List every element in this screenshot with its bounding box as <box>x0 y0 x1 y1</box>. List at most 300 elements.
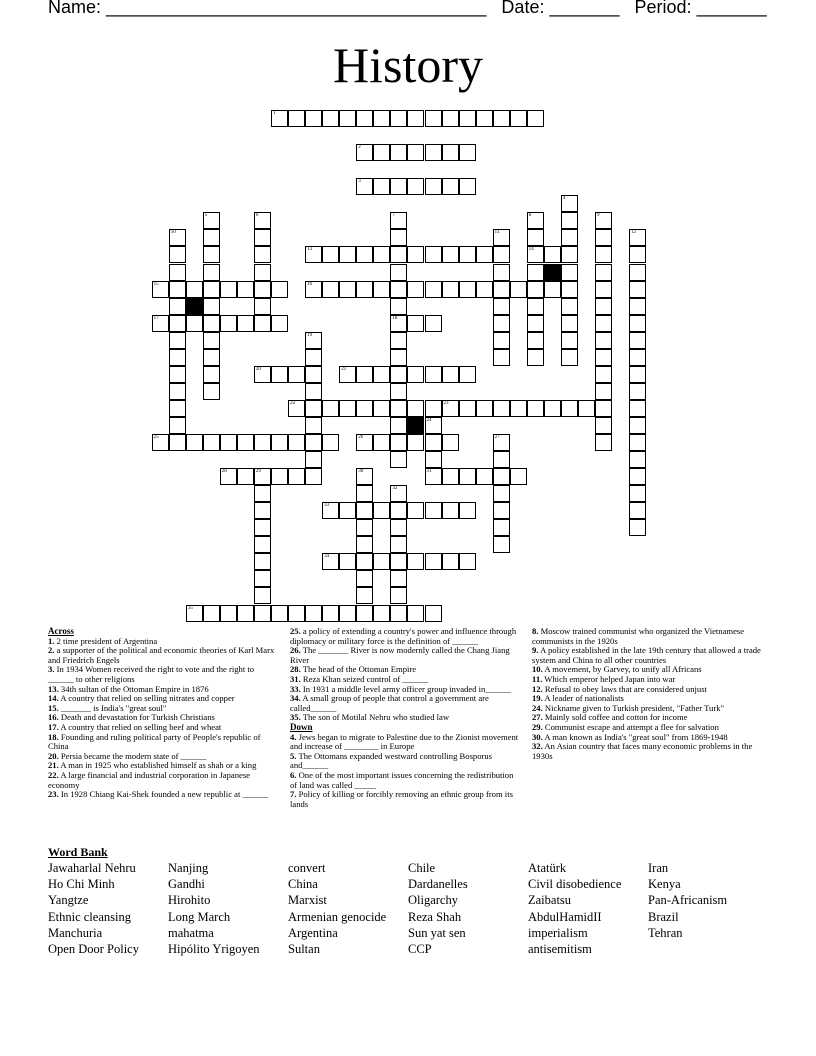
grid-cell[interactable] <box>459 502 476 519</box>
grid-cell[interactable] <box>356 536 373 553</box>
grid-cell[interactable] <box>407 502 424 519</box>
grid-cell[interactable] <box>510 110 527 127</box>
grid-cell[interactable] <box>527 315 544 332</box>
grid-cell[interactable] <box>203 315 220 332</box>
grid-cell[interactable] <box>595 298 612 315</box>
grid-cell[interactable] <box>459 281 476 298</box>
grid-cell[interactable] <box>595 417 612 434</box>
grid-cell[interactable] <box>254 229 271 246</box>
grid-cell[interactable] <box>271 315 288 332</box>
grid-cell[interactable] <box>561 281 578 298</box>
grid-cell[interactable] <box>459 110 476 127</box>
grid-cell[interactable] <box>629 366 646 383</box>
grid-cell[interactable] <box>595 281 612 298</box>
grid-cell[interactable] <box>203 298 220 315</box>
grid-cell[interactable] <box>356 400 373 417</box>
grid-cell[interactable] <box>203 332 220 349</box>
grid-cell[interactable] <box>220 281 237 298</box>
grid-cell[interactable] <box>254 264 271 281</box>
grid-cell[interactable] <box>390 400 407 417</box>
grid-cell[interactable] <box>373 502 390 519</box>
grid-cell[interactable] <box>339 110 356 127</box>
grid-cell[interactable] <box>544 400 561 417</box>
grid-cell[interactable] <box>356 110 373 127</box>
grid-cell[interactable] <box>356 605 373 622</box>
grid-cell[interactable] <box>493 485 510 502</box>
clue-number: 30. <box>532 731 543 742</box>
grid-cell[interactable] <box>339 400 356 417</box>
grid-cell[interactable] <box>356 587 373 604</box>
grid-cell[interactable] <box>425 553 442 570</box>
grid-cell[interactable] <box>493 519 510 536</box>
grid-cell[interactable] <box>527 246 544 263</box>
grid-cell[interactable] <box>390 502 407 519</box>
grid-cell[interactable] <box>390 485 407 502</box>
grid-cell[interactable] <box>305 451 322 468</box>
grid-cell[interactable] <box>186 281 203 298</box>
grid-cell[interactable] <box>629 451 646 468</box>
grid-cell[interactable] <box>305 281 322 298</box>
grid-cell[interactable] <box>390 315 407 332</box>
grid-cell[interactable] <box>527 281 544 298</box>
grid-cell[interactable] <box>152 434 169 451</box>
grid-cell[interactable] <box>629 502 646 519</box>
grid-cell[interactable] <box>493 229 510 246</box>
grid-cell[interactable] <box>390 212 407 229</box>
grid-cell[interactable] <box>459 468 476 485</box>
grid-cell[interactable] <box>288 434 305 451</box>
grid-cell[interactable] <box>544 281 561 298</box>
grid-cell[interactable] <box>373 605 390 622</box>
grid-cell[interactable] <box>169 281 186 298</box>
grid-cell[interactable] <box>390 349 407 366</box>
grid-cell[interactable] <box>288 605 305 622</box>
grid-cell[interactable] <box>493 349 510 366</box>
grid-cell[interactable] <box>203 383 220 400</box>
grid-cell[interactable] <box>595 332 612 349</box>
grid-cell[interactable] <box>629 298 646 315</box>
grid-cell[interactable] <box>203 264 220 281</box>
grid-cell[interactable] <box>595 229 612 246</box>
grid-cell[interactable] <box>561 212 578 229</box>
grid-cell[interactable] <box>629 434 646 451</box>
grid-cell[interactable] <box>356 468 373 485</box>
grid-cell[interactable] <box>561 195 578 212</box>
grid-cell[interactable] <box>595 383 612 400</box>
grid-cell[interactable] <box>442 400 459 417</box>
grid-cell[interactable] <box>356 281 373 298</box>
grid-cell[interactable] <box>390 383 407 400</box>
grid-cell[interactable] <box>390 332 407 349</box>
grid-cell[interactable] <box>254 315 271 332</box>
grid-cell[interactable] <box>561 246 578 263</box>
grid-cell[interactable] <box>493 264 510 281</box>
grid-cell[interactable] <box>169 298 186 315</box>
grid-cell[interactable] <box>527 332 544 349</box>
grid-cell[interactable] <box>254 212 271 229</box>
grid-cell[interactable] <box>390 110 407 127</box>
grid-cell[interactable] <box>493 110 510 127</box>
grid-cell[interactable] <box>169 229 186 246</box>
grid-cell[interactable] <box>493 281 510 298</box>
grid-cell[interactable] <box>305 605 322 622</box>
grid-cell[interactable] <box>476 246 493 263</box>
grid-cell[interactable] <box>237 315 254 332</box>
grid-cell[interactable] <box>459 144 476 161</box>
clue-number: 4 <box>562 196 566 202</box>
grid-cell[interactable] <box>254 434 271 451</box>
grid-cell[interactable] <box>186 434 203 451</box>
grid-cell[interactable] <box>322 502 339 519</box>
grid-cell[interactable] <box>390 570 407 587</box>
grid-cell[interactable] <box>442 178 459 195</box>
black-square <box>544 264 561 281</box>
grid-cell[interactable] <box>169 264 186 281</box>
grid-cell[interactable] <box>629 349 646 366</box>
grid-cell[interactable] <box>390 264 407 281</box>
grid-cell[interactable] <box>442 468 459 485</box>
word-bank-word: Zaibatsu <box>528 893 572 908</box>
grid-cell[interactable] <box>476 281 493 298</box>
grid-cell[interactable] <box>322 400 339 417</box>
grid-cell[interactable] <box>373 553 390 570</box>
grid-cell[interactable] <box>390 605 407 622</box>
grid-cell[interactable] <box>390 298 407 315</box>
grid-cell[interactable] <box>220 468 237 485</box>
grid-cell[interactable] <box>203 229 220 246</box>
grid-cell[interactable] <box>373 178 390 195</box>
grid-cell[interactable] <box>510 400 527 417</box>
grid-cell[interactable] <box>373 246 390 263</box>
grid-cell[interactable] <box>407 281 424 298</box>
grid-cell[interactable] <box>390 246 407 263</box>
grid-cell[interactable] <box>459 178 476 195</box>
grid-cell[interactable] <box>203 281 220 298</box>
grid-cell[interactable] <box>527 349 544 366</box>
clue-text: 2 time president of Argentina <box>54 635 158 646</box>
grid-cell[interactable] <box>254 366 271 383</box>
grid-cell[interactable] <box>288 366 305 383</box>
grid-cell[interactable] <box>271 366 288 383</box>
word-bank-word: Atatürk <box>528 861 567 875</box>
grid-cell[interactable] <box>305 246 322 263</box>
grid-cell[interactable] <box>356 434 373 451</box>
grid-cell[interactable] <box>442 246 459 263</box>
grid-cell[interactable] <box>425 468 442 485</box>
grid-cell[interactable] <box>407 434 424 451</box>
grid-cell[interactable] <box>493 400 510 417</box>
grid-cell[interactable] <box>390 536 407 553</box>
grid-cell[interactable] <box>595 264 612 281</box>
grid-cell[interactable] <box>442 502 459 519</box>
grid-cell[interactable] <box>186 315 203 332</box>
grid-cell[interactable] <box>339 281 356 298</box>
grid-cell[interactable] <box>305 468 322 485</box>
grid-cell[interactable] <box>186 605 203 622</box>
grid-cell[interactable] <box>476 468 493 485</box>
grid-cell[interactable] <box>254 605 271 622</box>
grid-cell[interactable] <box>271 468 288 485</box>
grid-cell[interactable] <box>322 605 339 622</box>
grid-cell[interactable] <box>407 110 424 127</box>
grid-cell[interactable] <box>407 553 424 570</box>
grid-cell[interactable] <box>527 110 544 127</box>
grid-cell[interactable] <box>629 264 646 281</box>
grid-cell[interactable] <box>322 553 339 570</box>
grid-cell[interactable] <box>271 434 288 451</box>
grid-cell[interactable] <box>169 417 186 434</box>
clue-number: 10 <box>170 230 176 236</box>
grid-cell[interactable] <box>493 332 510 349</box>
grid-cell[interactable] <box>305 332 322 349</box>
grid-cell[interactable] <box>237 468 254 485</box>
grid-cell[interactable] <box>305 383 322 400</box>
grid-cell[interactable] <box>442 434 459 451</box>
grid-cell[interactable] <box>390 553 407 570</box>
grid-cell[interactable] <box>152 281 169 298</box>
grid-cell[interactable] <box>629 485 646 502</box>
grid-cell[interactable] <box>254 281 271 298</box>
grid-cell[interactable] <box>629 281 646 298</box>
grid-cell[interactable] <box>629 417 646 434</box>
grid-cell[interactable] <box>595 349 612 366</box>
grid-cell[interactable] <box>425 144 442 161</box>
grid-cell[interactable] <box>322 434 339 451</box>
grid-cell[interactable] <box>595 366 612 383</box>
grid-cell[interactable] <box>390 434 407 451</box>
grid-cell[interactable] <box>442 110 459 127</box>
grid-cell[interactable] <box>305 110 322 127</box>
grid-cell[interactable] <box>305 434 322 451</box>
grid-cell[interactable] <box>459 366 476 383</box>
grid-cell[interactable] <box>595 315 612 332</box>
grid-cell[interactable] <box>425 605 442 622</box>
grid-cell[interactable] <box>442 144 459 161</box>
grid-cell[interactable] <box>390 281 407 298</box>
grid-cell[interactable] <box>561 229 578 246</box>
grid-cell[interactable] <box>169 332 186 349</box>
grid-cell[interactable] <box>407 605 424 622</box>
grid-cell[interactable] <box>425 417 442 434</box>
grid-cell[interactable] <box>220 434 237 451</box>
grid-cell[interactable] <box>493 298 510 315</box>
grid-cell[interactable] <box>407 178 424 195</box>
grid-cell[interactable] <box>407 366 424 383</box>
grid-cell[interactable] <box>527 400 544 417</box>
grid-cell[interactable] <box>425 315 442 332</box>
grid-cell[interactable] <box>442 553 459 570</box>
grid-cell[interactable] <box>390 451 407 468</box>
grid-cell[interactable] <box>390 366 407 383</box>
grid-cell[interactable] <box>595 434 612 451</box>
grid-cell[interactable] <box>339 366 356 383</box>
grid-cell[interactable] <box>288 400 305 417</box>
grid-cell[interactable] <box>237 434 254 451</box>
grid-cell[interactable] <box>390 144 407 161</box>
grid-cell[interactable] <box>373 434 390 451</box>
grid-cell[interactable] <box>169 246 186 263</box>
grid-cell[interactable] <box>356 485 373 502</box>
grid-cell[interactable] <box>288 110 305 127</box>
grid-cell[interactable] <box>561 264 578 281</box>
grid-cell[interactable] <box>476 110 493 127</box>
grid-cell[interactable] <box>169 434 186 451</box>
grid-cell[interactable] <box>493 451 510 468</box>
grid-cell[interactable] <box>425 110 442 127</box>
grid-cell[interactable] <box>339 605 356 622</box>
grid-cell[interactable] <box>203 246 220 263</box>
grid-cell[interactable] <box>425 502 442 519</box>
grid-cell[interactable] <box>356 570 373 587</box>
grid-cell[interactable] <box>425 178 442 195</box>
grid-cell[interactable] <box>305 349 322 366</box>
grid-cell[interactable] <box>220 605 237 622</box>
grid-cell[interactable] <box>527 212 544 229</box>
grid-cell[interactable] <box>595 212 612 229</box>
grid-cell[interactable] <box>527 229 544 246</box>
grid-cell[interactable] <box>629 519 646 536</box>
grid-cell[interactable] <box>390 229 407 246</box>
grid-cell[interactable] <box>271 605 288 622</box>
grid-cell[interactable] <box>254 298 271 315</box>
grid-cell[interactable] <box>254 485 271 502</box>
grid-cell[interactable] <box>407 315 424 332</box>
grid-cell[interactable] <box>322 281 339 298</box>
down-clue <box>532 742 764 761</box>
grid-cell[interactable] <box>203 605 220 622</box>
grid-cell[interactable] <box>459 553 476 570</box>
grid-cell[interactable] <box>493 246 510 263</box>
grid-cell[interactable] <box>629 468 646 485</box>
grid-cell[interactable] <box>390 587 407 604</box>
grid-cell[interactable] <box>254 246 271 263</box>
grid-cell[interactable] <box>373 366 390 383</box>
grid-cell[interactable] <box>271 110 288 127</box>
grid-cell[interactable] <box>339 246 356 263</box>
grid-cell[interactable] <box>254 553 271 570</box>
grid-cell[interactable] <box>629 332 646 349</box>
grid-cell[interactable] <box>561 349 578 366</box>
grid-cell[interactable] <box>578 400 595 417</box>
grid-cell[interactable] <box>339 553 356 570</box>
grid-cell[interactable] <box>493 536 510 553</box>
grid-cell[interactable] <box>373 400 390 417</box>
grid-cell[interactable] <box>237 605 254 622</box>
grid-cell[interactable] <box>561 332 578 349</box>
grid-cell[interactable] <box>152 315 169 332</box>
grid-cell[interactable] <box>254 502 271 519</box>
grid-cell[interactable] <box>425 400 442 417</box>
grid-cell[interactable] <box>237 281 254 298</box>
grid-cell[interactable] <box>203 434 220 451</box>
grid-cell[interactable] <box>629 315 646 332</box>
grid-cell[interactable] <box>169 400 186 417</box>
grid-cell[interactable] <box>544 246 561 263</box>
grid-cell[interactable] <box>629 229 646 246</box>
grid-cell[interactable] <box>407 400 424 417</box>
grid-cell[interactable] <box>442 366 459 383</box>
grid-cell[interactable] <box>322 110 339 127</box>
grid-cell[interactable] <box>510 281 527 298</box>
grid-cell[interactable] <box>203 366 220 383</box>
grid-cell[interactable] <box>339 502 356 519</box>
grid-cell[interactable] <box>169 315 186 332</box>
grid-cell[interactable] <box>407 246 424 263</box>
grid-cell[interactable] <box>169 383 186 400</box>
grid-cell[interactable] <box>476 400 493 417</box>
grid-cell[interactable] <box>254 570 271 587</box>
grid-cell[interactable] <box>595 400 612 417</box>
grid-cell[interactable] <box>629 400 646 417</box>
grid-cell[interactable] <box>407 144 424 161</box>
grid-cell[interactable] <box>561 315 578 332</box>
grid-cell[interactable] <box>493 468 510 485</box>
clue-number: 12. <box>532 683 543 694</box>
grid-cell[interactable] <box>356 553 373 570</box>
grid-cell[interactable] <box>459 400 476 417</box>
grid-cell[interactable] <box>493 315 510 332</box>
grid-cell[interactable] <box>561 298 578 315</box>
grid-cell[interactable] <box>425 246 442 263</box>
grid-cell[interactable] <box>203 349 220 366</box>
grid-cell[interactable] <box>527 264 544 281</box>
grid-cell[interactable] <box>390 519 407 536</box>
grid-cell[interactable] <box>510 468 527 485</box>
grid-cell[interactable] <box>220 315 237 332</box>
grid-cell[interactable] <box>169 366 186 383</box>
grid-cell[interactable] <box>356 144 373 161</box>
grid-cell[interactable] <box>425 281 442 298</box>
word-bank-word: Open Door Policy <box>48 942 139 957</box>
grid-cell[interactable] <box>390 178 407 195</box>
grid-cell[interactable] <box>322 246 339 263</box>
grid-cell[interactable] <box>254 536 271 553</box>
grid-cell[interactable] <box>356 519 373 536</box>
grid-cell[interactable] <box>493 434 510 451</box>
grid-cell[interactable] <box>254 587 271 604</box>
grid-cell[interactable] <box>254 468 271 485</box>
grid-cell[interactable] <box>356 366 373 383</box>
grid-cell[interactable] <box>305 400 322 417</box>
grid-cell[interactable] <box>271 281 288 298</box>
grid-cell[interactable] <box>373 144 390 161</box>
grid-cell[interactable] <box>425 451 442 468</box>
grid-cell[interactable] <box>425 434 442 451</box>
grid-cell[interactable] <box>442 281 459 298</box>
grid-cell[interactable] <box>203 212 220 229</box>
grid-cell[interactable] <box>459 246 476 263</box>
grid-cell[interactable] <box>169 349 186 366</box>
grid-cell[interactable] <box>373 110 390 127</box>
grid-cell[interactable] <box>373 281 390 298</box>
grid-cell[interactable] <box>629 246 646 263</box>
grid-cell[interactable] <box>390 417 407 434</box>
name-date-period-line[interactable]: Name: ______________________________________ Date: _______ Period: _______ <box>48 0 767 17</box>
grid-cell[interactable] <box>527 298 544 315</box>
grid-cell[interactable] <box>254 519 271 536</box>
grid-cell[interactable] <box>629 383 646 400</box>
grid-cell[interactable] <box>305 417 322 434</box>
grid-cell[interactable] <box>425 366 442 383</box>
grid-cell[interactable] <box>305 366 322 383</box>
grid-cell[interactable] <box>288 468 305 485</box>
grid-cell[interactable] <box>356 246 373 263</box>
grid-cell[interactable] <box>356 502 373 519</box>
grid-cell[interactable] <box>561 400 578 417</box>
grid-cell[interactable] <box>595 246 612 263</box>
grid-cell[interactable] <box>356 178 373 195</box>
grid-cell[interactable] <box>493 502 510 519</box>
